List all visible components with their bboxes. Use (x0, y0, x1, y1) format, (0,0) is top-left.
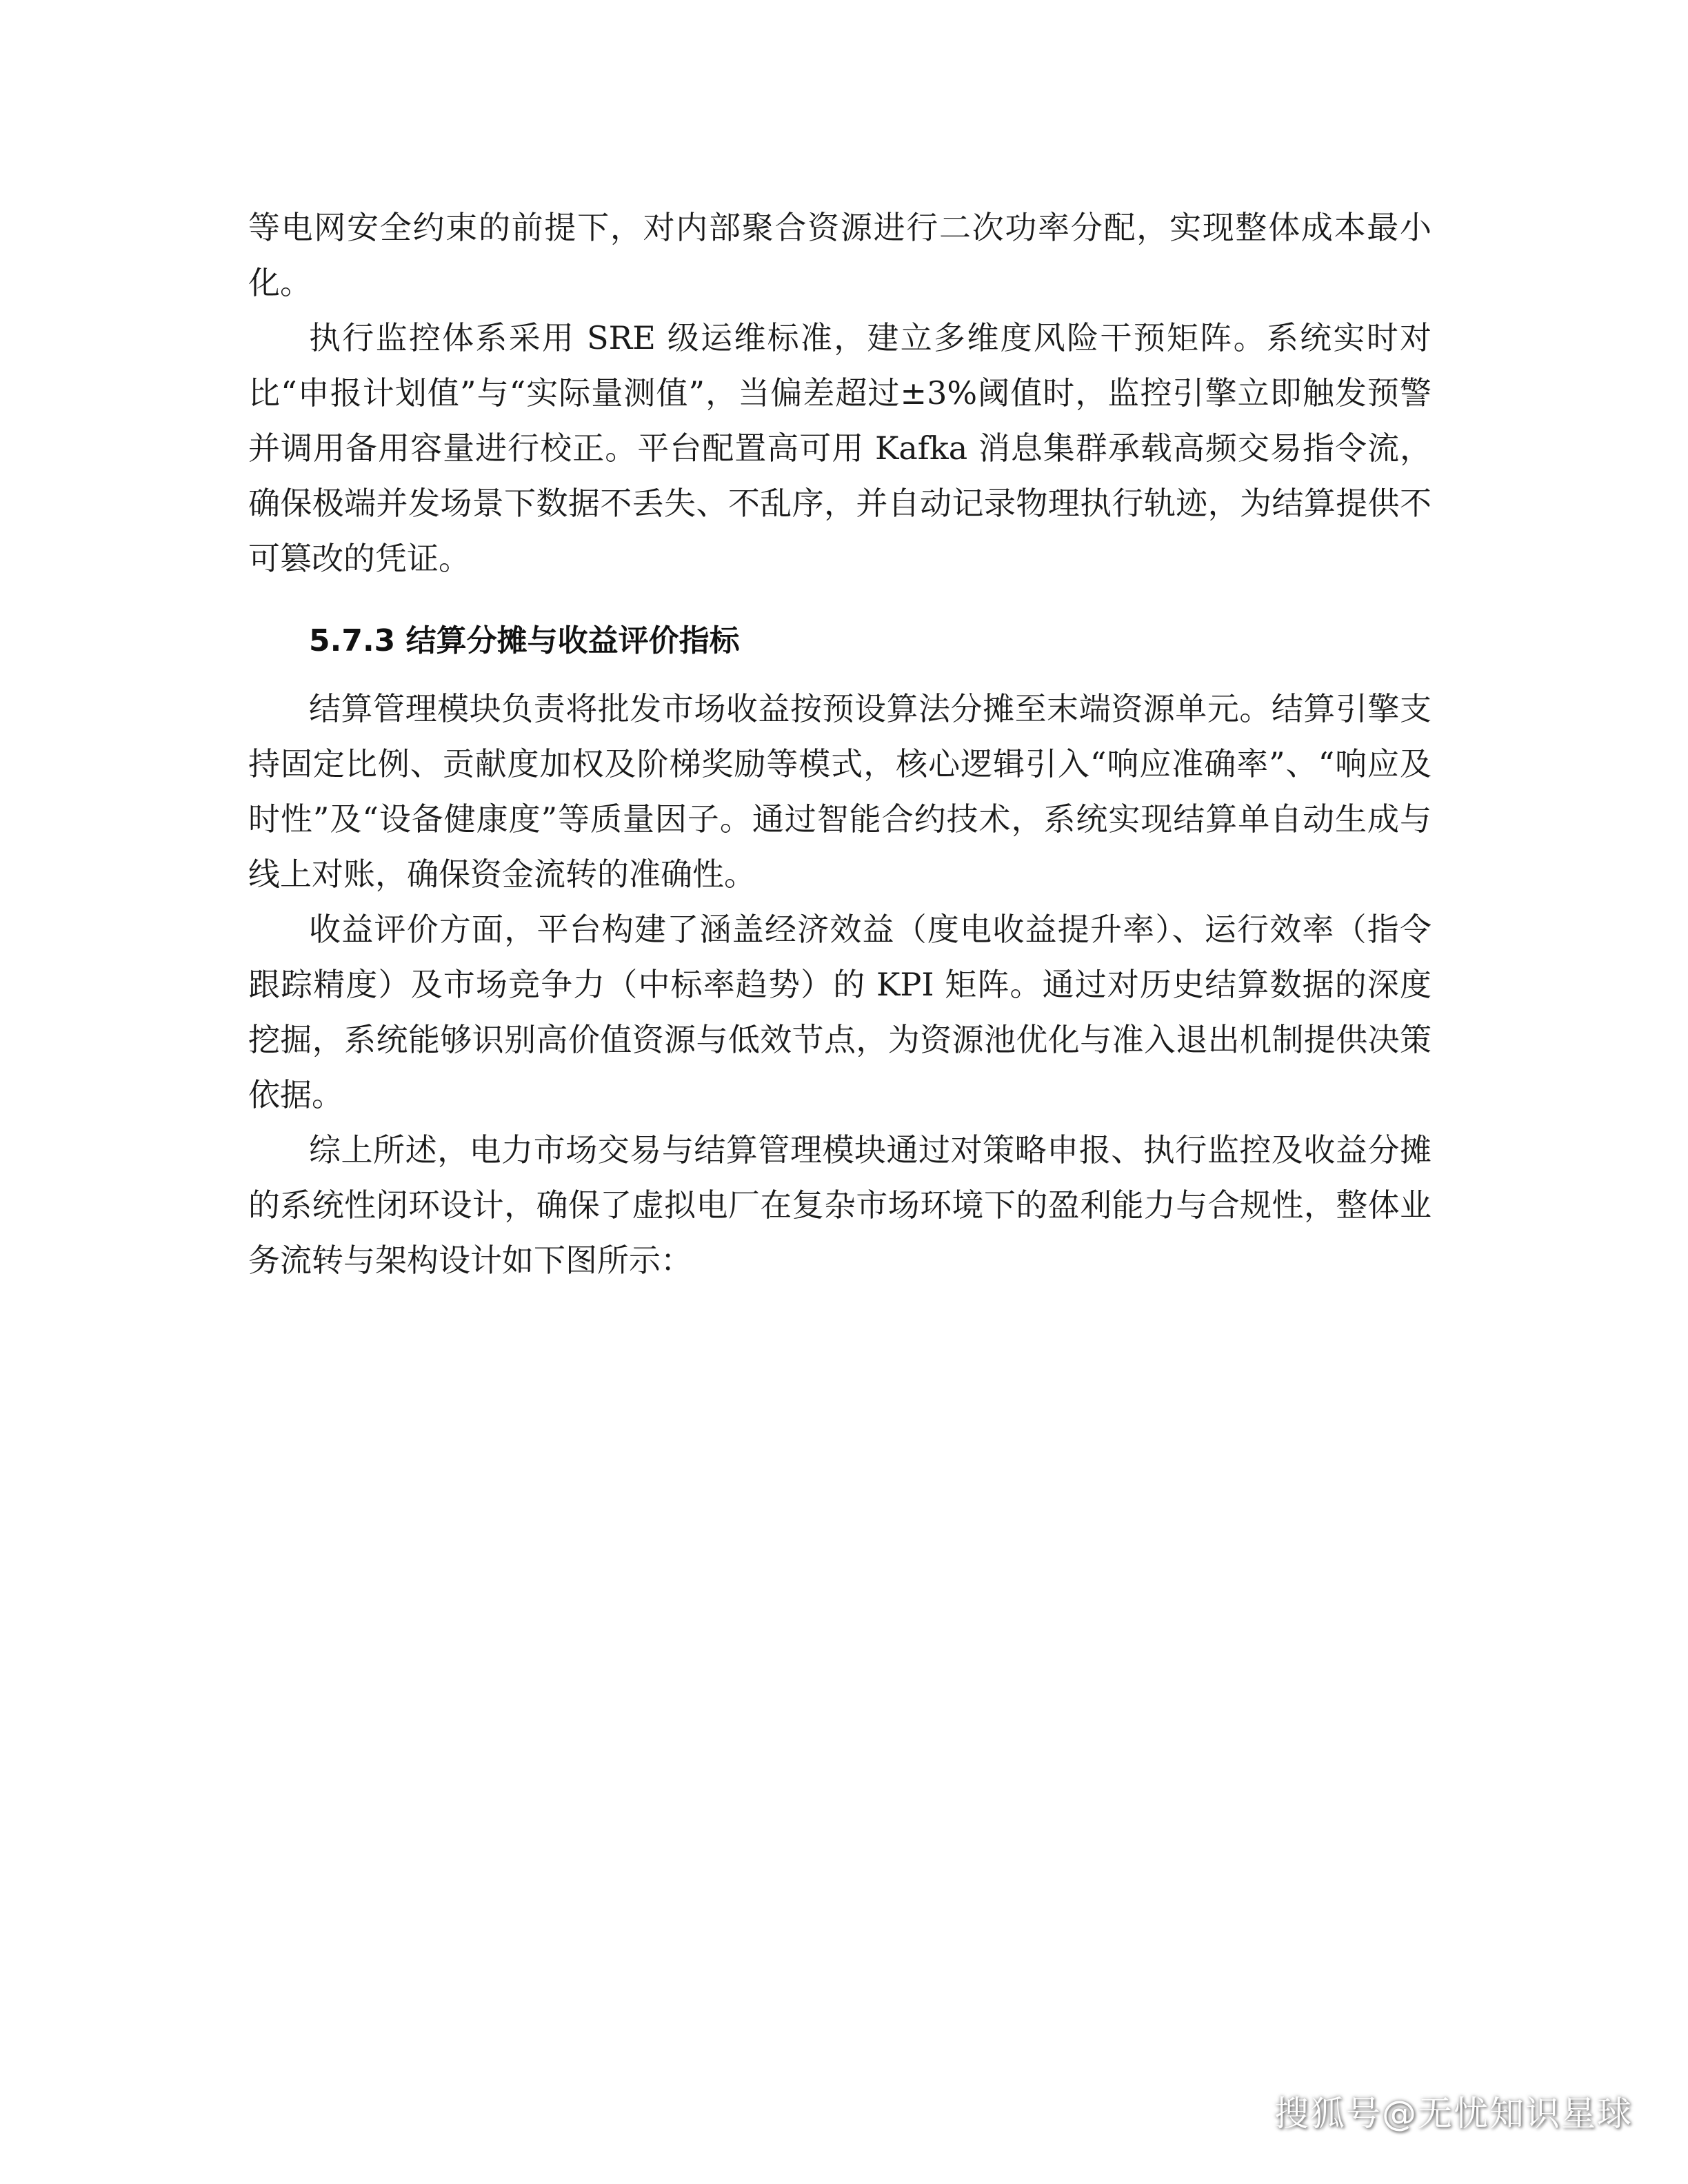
section-heading: 5.7.3 结算分摊与收益评价指标 (309, 623, 740, 658)
paragraph-summary: 综上所述，电力市场交易与结算管理模块通过对策略申报、执行监控及收益分摊的系统性闭环设计，确保了虚拟电厂在复杂市场环境下的盈利能力与合规性，整体业务流转与架构设计如下图所示： (248, 1131, 1431, 1279)
watermark: 搜狐号@无忧知识星球 (1274, 2094, 1633, 2134)
paragraph-execution-monitoring: 执行监控体系采用 SRE 级运维标准，建立多维度风险干预矩阵。系统实时对比“申报计划值”与“实际量测值”，当偏差超过±3%阈值时，监控引擎立即触发预警并调用备用容量进行校正。平台配置高可用 Kafka 消息集群承载高频交易指令流，确保极端并发场景下数据不丢失、不乱序，并自动记录物理执行轨迹，为结算提供不可篡改的凭证。 (248, 319, 1431, 577)
paragraph-continuation: 等电网安全约束的前提下，对内部聚合资源进行二次功率分配，实现整体成本最小化。 (248, 209, 1431, 301)
paragraph-settlement-allocation: 结算管理模块负责将批发市场收益按预设算法分摊至末端资源单元。结算引擎支持固定比例、贡献度加权及阶梯奖励等模式，核心逻辑引入“响应准确率”、“响应及时性”及“设备健康度”等质量因子。通过智能合约技术，系统实现结算单自动生成与线上对账，确保资金流转的准确性。 (248, 690, 1431, 893)
document-body (248, 200, 1431, 1288)
paragraph-revenue-evaluation: 收益评价方面，平台构建了涵盖经济效益（度电收益提升率）、运行效率（指令跟踪精度）及市场竞争力（中标率趋势）的 KPI 矩阵。通过对历史结算数据的深度挖掘，系统能够识别高价值资源与低效节点，为资源池优化与准入退出机制提供决策依据。 (248, 911, 1431, 1113)
